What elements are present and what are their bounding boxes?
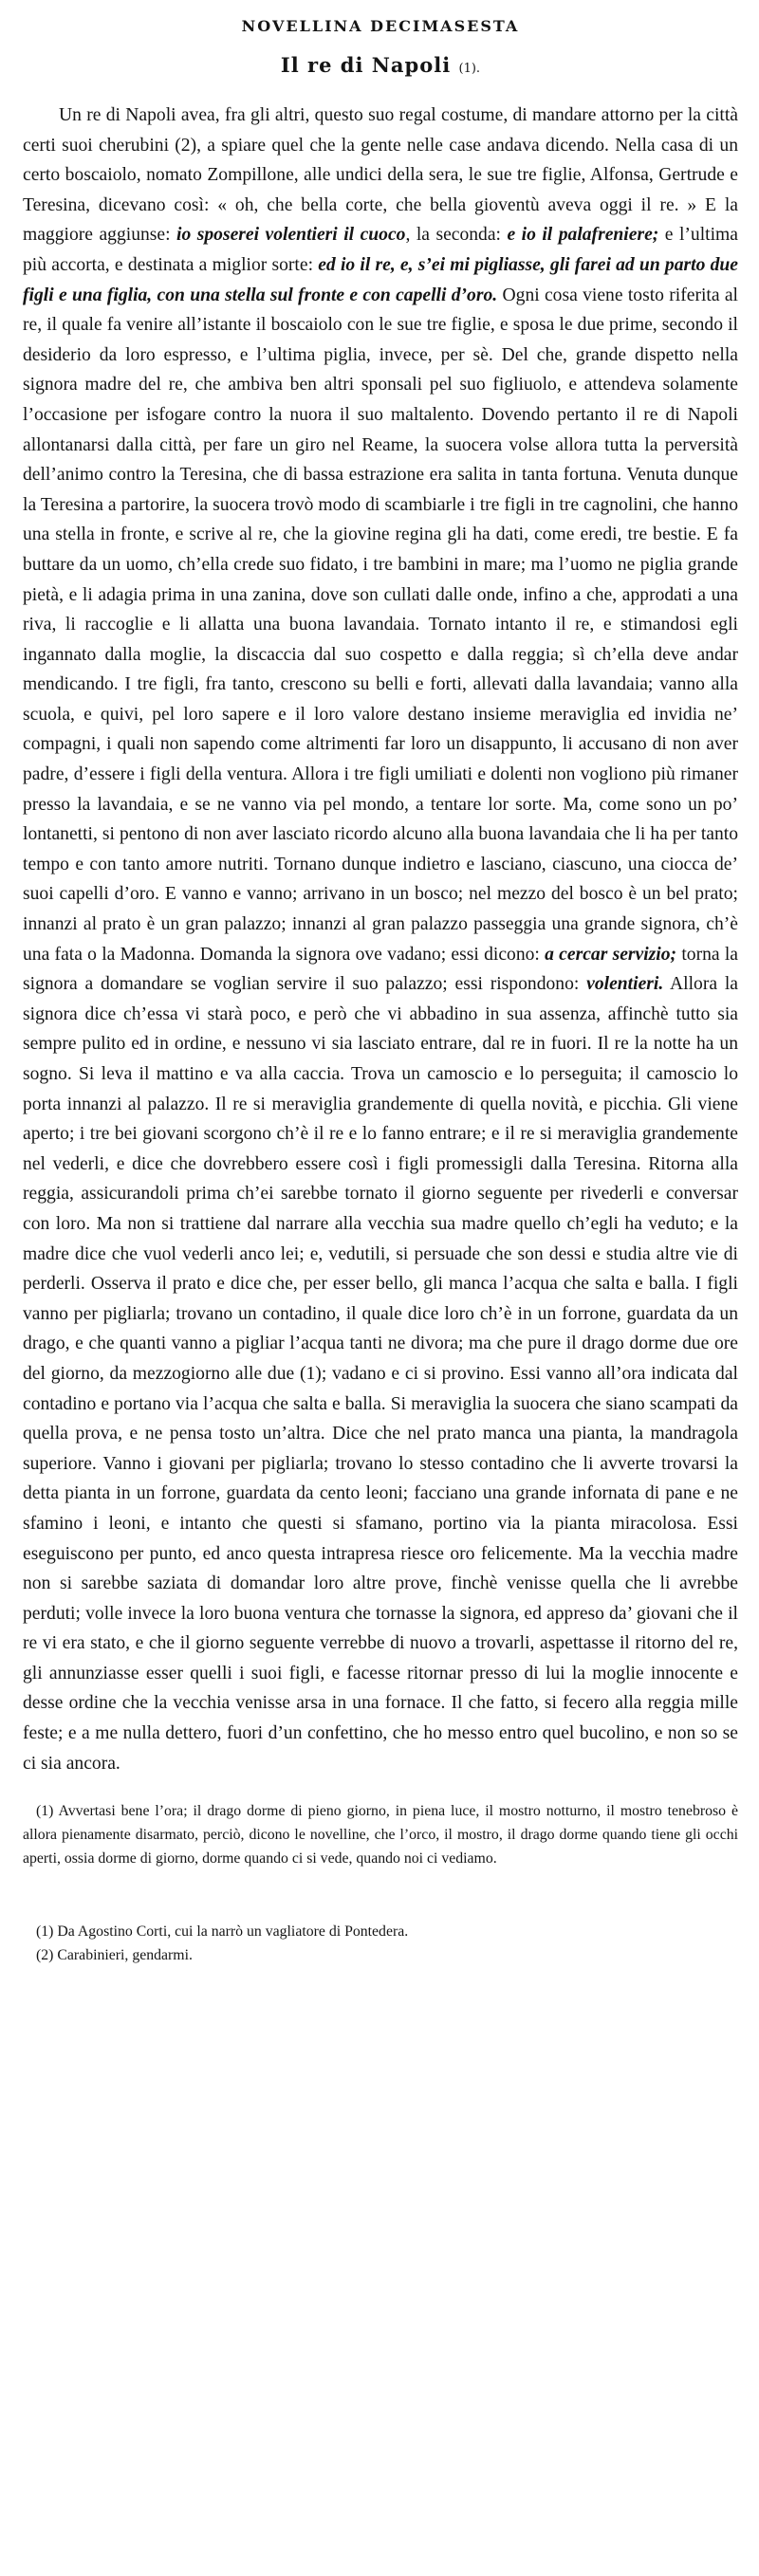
section-heading: NOVELLINA DECIMASESTA: [241, 17, 520, 35]
story-text-part: Ogni cosa viene tosto riferita al re, il quale fa venire all’istante il boscaiolo con le sue tre figlie, e sposa le due prime, secondo il desiderio da loro espresso, e l’ultima piglia, invece, per sè. Del che, grande dispetto nella signora madre del re, che ambiva ben altri sponsali pel suo figliuolo, e attendeva solamente l’occasione per isfogare contro la nuora il suo maltalento. Dovendo pertanto il re di Napoli allontanarsi dalla città, per fare un giro nel Reame, la suocera volse allora tutta la perversità dell’animo contro la Teresina, che di bassa estrazione era salita in tanta fortuna. Venuta dunque la Teresina a partorire, la suocera trovò modo di scambiarle i tre figli in tre cagnolini, che hanno una stella in fronte, e scrive al re, che la giovine regina gli ha dati, come eredi, tre bestie. E fa buttare da un uomo, ch’ella crede suo fidato, i tre bambini in mare; ma l’uomo ne piglia grande pietà, e li adagia prima in una zanina, dove son cullati dalle onde, infino a che, approdati a una riva, li raccoglie e li allatta una buona lavandaia. Tornato intanto il re, e stimandosi egli ingannato dalla moglie, la discaccia dal suo cospetto e dalla reggia; sì ch’ella deve andar mendicando. I tre figli, fra tanto, crescono su belli e forti, allevati dalla lavandaia; vanno alla scuola, e quivi, pel loro sapere e il loro valore destano insieme meraviglia ed invidia ne’ compagni, i quali non sapendo come altrimenti far loro un disappunto, li accusano di non aver padre, d’essere i figli della ventura. Allora i tre figli umiliati e dolenti non vogliono più rimaner presso la lavandaia, e se ne vanno via pel mondo, a tentare lor sorte. Ma, come sono un po’ lontanetti, si pentono di non aver lasciato ricordo alcuno alla buona lavandaia che li ha per tanto tempo e con tanto amore nutriti. Tornano dunque indietro e lasciano, ciascuno, una ciocca de’ suoi capelli d’oro. E vanno e vanno; arrivano in un bosco; nel mezzo del bosco è un bel prato; innanzi al prato è un gran palazzo; innanzi al gran palazzo passeggia una grande signora, ch’è una fata o la Madonna. Domanda la signora ove vadano; essi dicono:: [23, 285, 738, 965]
footnote: (2) Carabinieri, gendarmi.: [36, 1947, 193, 1964]
editor-note: [23, 1799, 738, 1870]
story-body: [23, 101, 738, 1778]
story-text-part: Allora la signora dice ch’essa vi starà poco, e però che vi abbadino in sua assenza, affinchè tutto sia sempre pulito ed in ordine, e nessuno vi sia lasciato entrare, dal re in fuori. Il re la notte ha un sogno. Si leva il mattino e va alla caccia. Trova un camoscio e lo perseguita; il camoscio lo porta innanzi al palazzo. Il re si meraviglia grandemente di quella novità, e picchia. Gli viene aperto; i tre bei giovani scorgono ch’è il re e lo fanno entrare; e il re si meraviglia grandemente nel vederli, e dice che dovrebbero essere così i figli promessigli dalla Teresina. Ritorna alla reggia, assicurandoli prima ch’ei sarebbe tornato il giorno seguente per rivederli e conversar con loro. Ma non si trattiene dal narrare alla vecchia sua madre quello ch’egli ha veduto; e la madre dice che vuol vederli anco lei; e, vedutili, si persuade che son dessi e studia altre vie di perderli. Osserva il prato e dice che, per esser bello, gli manca l’acqua che salta e balla. I figli vanno per pigliarla; trovano un contadino, il quale dice loro ch’è in un forrone, guardata da un drago, e che quanti vanno a pigliar l’acqua tanti ne divora; ma che pure il drago dorme due ore del giorno, da mezzogiorno alle due (1); vadano e ci si provino. Essi vanno all’ora indicata dal contadino e portano via l’acqua che salta e balla. Si meraviglia la suocera che siano scampati da quella prova, e ne pensa tosto un’altra. Dice che nel prato manca una pianta, la mandragola superiore. Vanno i giovani per pigliarla; trovano lo stesso contadino che li avverte trovarsi la detta pianta in un forrone, guardata da cento leoni; facciano una grande infornata di pane e ne sfamino i leoni, e intanto che questi si sfamano, portino via la pianta miracolosa. Essi eseguiscono per punto, ed anco questa intrapresa riesce oro felicemente. Ma la vecchia madre non si sarebbe saziata di domandar loro altre prove, finchè venisse quella che li avrebbe perduti; volle invece la loro buona ventura che tornasse la signora, ed appreso da’ giovani che il re vi era stato, e che il giorno seguente verrebbe di nuovo a trovarli, aspettasse il ritorno del re, gli annunziasse esser quelli i suoi figli, e facesse ritornar presso di lui la moglie innocente e desse ordine che la vecchia venisse arsa in una fornace. Il che fatto, si fecero alla reggia mille feste; e a me nulla dettero, fuori d’un confettino, che ho messo entro quel bucolino, e non so se ci sia ancora.: [23, 974, 738, 1774]
footnotes: [23, 1920, 738, 1967]
story-text-part: e l’ultima più accorta, e destinata a miglior sorte:: [23, 225, 738, 275]
story-italic-part: a cercar servizio;: [545, 944, 677, 965]
story-title-text: Il re di Napoli: [280, 53, 452, 77]
story-text-part: , la seconda:: [405, 225, 508, 246]
story-title: [23, 49, 738, 82]
story-italic-part: volentieri.: [586, 974, 664, 995]
story-italic-part: io sposerei volentieri il cuoco: [176, 225, 406, 246]
editor-note-text: (1) Avvertasi bene l’ora; il drago dorme di pieno giorno, in piena luce, il mostro notturno, il mostro tenebroso è allora pienamente disarmato, perciò, dicono le novelline, che l’orco, il mostro, il drago dorme quando tiene gli occhi aperti, ossia dorme di giorno, dorme quando ci si vede, quando noi ci vediamo.: [23, 1803, 738, 1868]
story-paragraph: [23, 101, 738, 1778]
story-text-part: torna la signora a domandare se voglian servire il suo palazzo; essi rispondono:: [23, 944, 738, 995]
story-italic-part: e io il palafreniere;: [507, 225, 659, 246]
footnote: (1) Da Agostino Corti, cui la narrò un vagliatore di Pontedera.: [36, 1923, 409, 1941]
story-text-part: Un re di Napoli avea, fra gli altri, questo suo regal costume, di mandare attorno per la città certi suoi cherubini (2), a spiare quel che la gente nelle case andava dicendo. Nella casa di un certo boscaiolo, nomato Zompillone, alle undici della sera, le sue tre figlie, Alfonsa, Gertrude e Teresina, dicevano così: « oh, che bella corte, che bella gioventù aveva oggi il re. » E la maggiore aggiunse:: [23, 105, 738, 246]
story-title-footnote-ref: (1).: [458, 62, 481, 76]
story-italic-part: ed io il re, e, s’ei mi pigliasse, gli farei ad un parto due figli e una figlia, con una stella sul fronte e con capelli d’oro.: [23, 254, 738, 305]
